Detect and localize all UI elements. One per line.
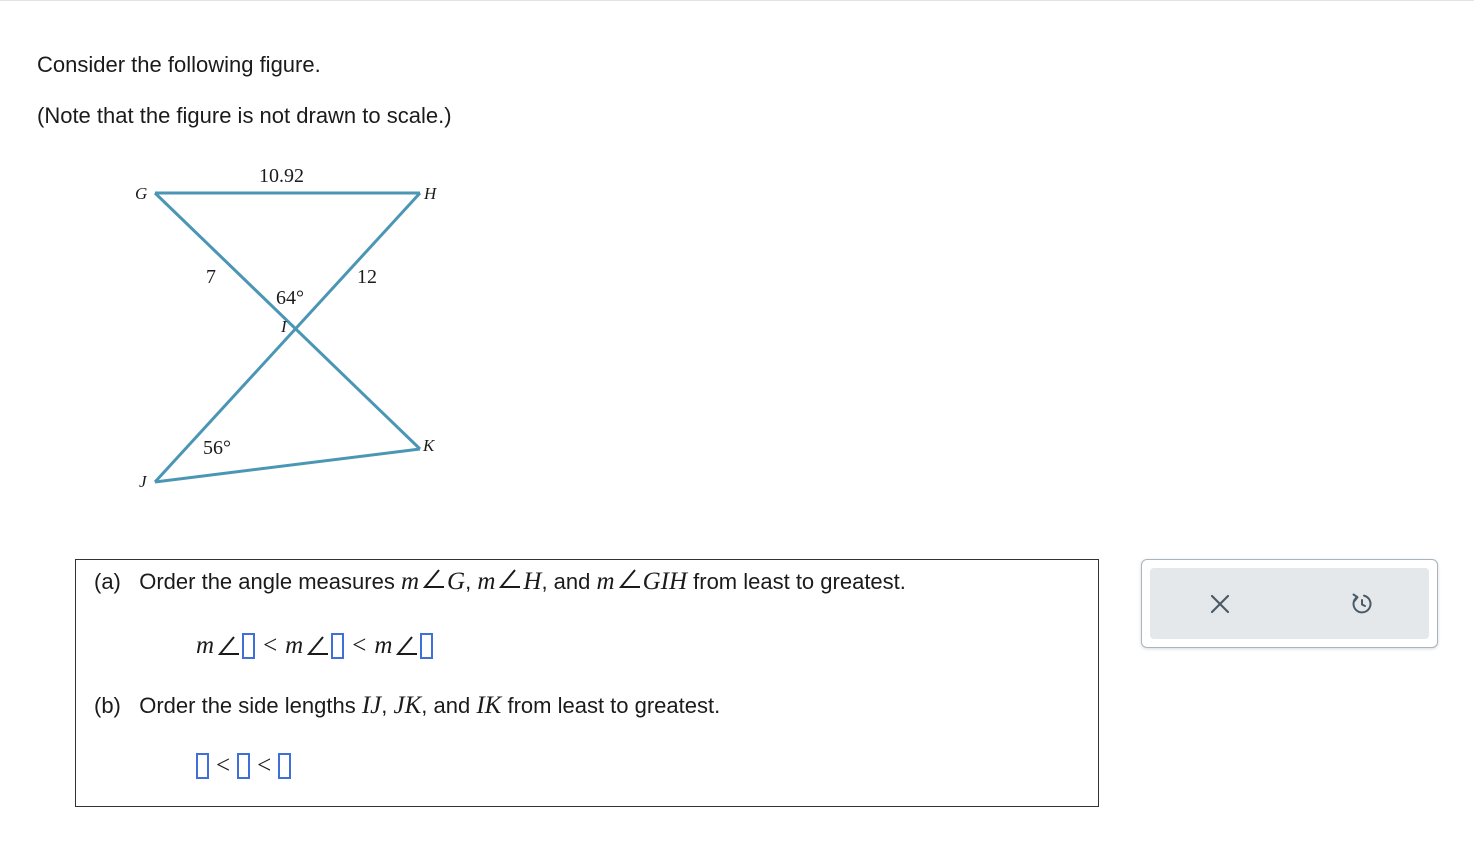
- close-icon: [1209, 593, 1231, 615]
- question-box: [75, 559, 1099, 807]
- vertex-label-j: J: [139, 472, 147, 491]
- intro-line-2: (Note that the figure is not drawn to scale.): [37, 103, 452, 128]
- vertex-label-i: I: [281, 317, 287, 336]
- clear-button[interactable]: [1198, 582, 1242, 626]
- side-answer-slot-1[interactable]: [196, 753, 209, 779]
- angle-answer-slot-2[interactable]: [331, 633, 344, 659]
- angle-icon: [619, 569, 641, 589]
- angle-answer-slot-3[interactable]: [420, 633, 433, 659]
- reset-button[interactable]: [1340, 582, 1384, 626]
- segment-hj: [155, 193, 420, 482]
- part-a-prompt: (a) Order the angle measures m G, m H, and m GIH from least to greatest.: [94, 568, 906, 595]
- side-answer-slot-2[interactable]: [237, 753, 250, 779]
- part-b-answer-row: < <: [196, 752, 291, 780]
- segment-gk: [155, 193, 420, 449]
- part-b-prompt: (b) Order the side lengths IJ, JK, and IK from least to greatest.: [94, 692, 721, 719]
- undo-icon: [1350, 592, 1374, 616]
- label-hi: 12: [357, 266, 377, 288]
- angle-icon: [396, 636, 418, 656]
- angle-icon: [307, 636, 329, 656]
- vertex-label-g: G: [135, 184, 148, 203]
- vertex-label-h: H: [424, 184, 437, 203]
- label-angle-i: 64°: [276, 287, 304, 309]
- intro-line-1: Consider the following figure.: [37, 52, 321, 77]
- label-angle-j: 56°: [203, 437, 231, 459]
- figure-lines: [155, 193, 420, 482]
- toolbar-panel: [1150, 568, 1429, 639]
- segment-jk: [155, 449, 420, 482]
- angle-icon: [423, 569, 445, 589]
- label-gi: 7: [206, 266, 216, 288]
- label-gh: 10.92: [259, 165, 304, 187]
- answer-toolbar: [1141, 559, 1438, 648]
- angle-icon: [499, 569, 521, 589]
- part-a-answer-row: m < m < m: [196, 632, 433, 660]
- vertex-label-k: K: [423, 436, 435, 455]
- angle-answer-slot-1[interactable]: [242, 633, 255, 659]
- side-answer-slot-3[interactable]: [278, 753, 291, 779]
- geometry-figure: [0, 0, 560, 500]
- angle-icon: [218, 636, 240, 656]
